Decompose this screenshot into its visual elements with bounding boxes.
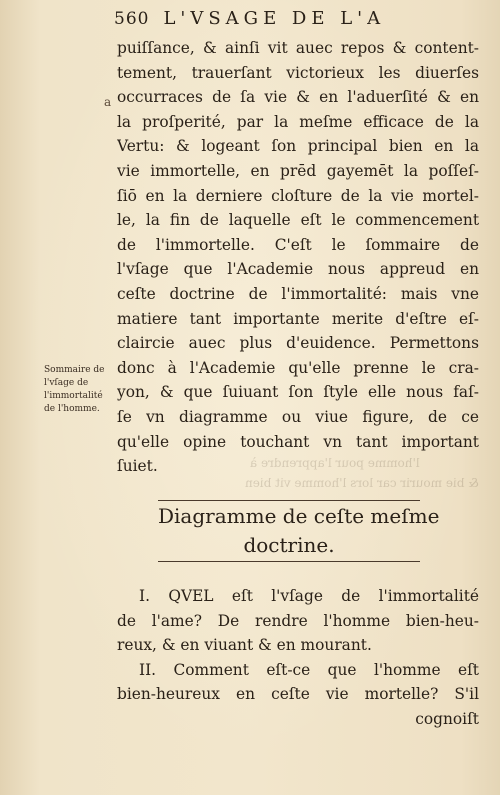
margin-note: Sommaire de l'vſage de l'immortalité de l'homme. xyxy=(44,365,105,414)
text-line: tement, trauerſant victorieux les diuerſes xyxy=(117,63,479,82)
text-line: puiſſance, & ainſi vit auec repos & content- xyxy=(117,39,479,57)
bleed-through-text: l'homme pour l'apprendre à xyxy=(250,456,420,470)
text-line: matiere tant importante merite d'eſtre eſ- xyxy=(117,309,479,328)
text-line: yon, & que ſuiuant ſon ſtyle elle nous faſ- xyxy=(117,383,479,402)
qa-line: bien-heureux en ceſte vie mortelle? S'il xyxy=(117,685,479,703)
text-line: occurraces de ſa vie & en l'aduerſité & en xyxy=(117,88,479,107)
text-line: vie immortelle, en prēd gayemēt la poſſeſ- xyxy=(117,161,479,180)
text-line: ſe vn diagramme ou viue figure, de ce xyxy=(117,407,479,426)
catchword: cognoiſt xyxy=(415,709,479,728)
qa-line: I. QVEL eſt l'vſage de l'immortalité xyxy=(139,587,479,605)
text-line: claircie auec plus d'euidence. Permettons xyxy=(117,334,479,353)
qa-line: II. Comment eſt-ce que l'homme eſt xyxy=(139,660,479,679)
text-line: ſuiet. xyxy=(117,457,158,476)
heading-line-1: Diagramme de ceſte meſme xyxy=(158,504,440,528)
text-line: donc à l'Academie qu'elle prenne le cra- xyxy=(117,358,479,377)
running-title: L'VSAGE DE L'A xyxy=(163,8,386,29)
text-line: le, la fin de laquelle eſt le commencement xyxy=(117,211,479,230)
page-number: 560 xyxy=(114,9,150,29)
text-line: qu'elle opine touchant vn tant important xyxy=(117,432,479,451)
margin-mark: a xyxy=(104,95,112,109)
text-line: ſiō en la derniere cloſture de la vie mortel- xyxy=(117,186,479,205)
bleed-through-text: & bie mourir car lors l'homme vit bien xyxy=(245,476,479,490)
running-header xyxy=(114,8,474,34)
text-line: la proſperité, par la meſme efficace de la xyxy=(117,112,479,131)
text-line: ceſte doctrine de l'immortalité: mais vne xyxy=(117,284,479,303)
text-line: de l'immortelle. C'eſt le ſommaire de xyxy=(117,235,479,254)
section-heading xyxy=(158,500,440,562)
heading-line-2: doctrine. xyxy=(243,533,335,557)
qa-line: de l'ame? De rendre l'homme bien-heu- xyxy=(117,611,479,630)
text-line: Vertu: & logeant ſon principal bien en la xyxy=(117,137,479,156)
main-text-block xyxy=(117,36,479,479)
text-line: l'vſage que l'Academie nous appreud en xyxy=(117,260,479,279)
qa-line: reux, & en viuant & en mourant. xyxy=(117,636,372,654)
question-answer-block xyxy=(117,584,479,731)
